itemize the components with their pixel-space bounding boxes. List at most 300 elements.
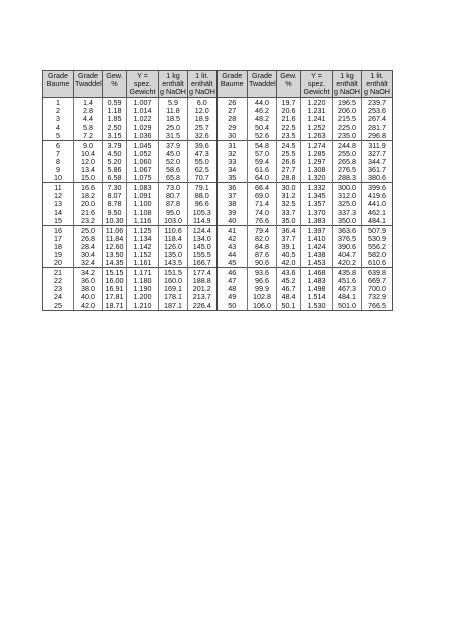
table-cell-per-liter-naoh: 462.1 xyxy=(362,209,393,217)
table-cell-spez-gewicht: 1.453 xyxy=(301,259,333,268)
header-line: enthält xyxy=(336,79,358,89)
table-cell-per-kg-naoh: 178.1 xyxy=(159,293,188,301)
table-cell-spez-gewicht: 1.308 xyxy=(301,166,333,174)
table-cell-grade-baume: 20 xyxy=(43,259,74,268)
table-cell-grade-baume: 48 xyxy=(217,285,248,293)
table-cell-per-kg-naoh: 484.1 xyxy=(333,293,362,301)
table-row xyxy=(43,293,393,301)
table-cell-grade-twaddel: 9.0 xyxy=(74,140,103,150)
table-cell-grade-twaddel: 66.4 xyxy=(248,183,277,193)
table-cell-gew-percent: 8.78 xyxy=(103,200,127,208)
table-row xyxy=(43,107,393,115)
table-cell-spez-gewicht: 1.498 xyxy=(301,285,333,293)
table-cell-grade-baume: 42 xyxy=(217,235,248,243)
table-row xyxy=(43,302,393,311)
table-cell-per-kg-naoh: 110.6 xyxy=(159,225,188,235)
table-cell-grade-twaddel: 15.0 xyxy=(74,174,103,183)
table-cell-gew-percent: 22.5 xyxy=(277,124,301,132)
table-cell-per-kg-naoh: 363.6 xyxy=(333,225,362,235)
table-cell-per-kg-naoh: 80.7 xyxy=(159,192,188,200)
conversion-table-page xyxy=(42,70,392,311)
table-cell-grade-baume: 39 xyxy=(217,209,248,217)
table-cell-per-liter-naoh: 88.0 xyxy=(188,192,217,200)
table-cell-per-kg-naoh: 169.1 xyxy=(159,285,188,293)
table-cell-per-liter-naoh: 399.6 xyxy=(362,183,393,193)
table-cell-grade-twaddel: 79.4 xyxy=(248,225,277,235)
table-cell-per-liter-naoh: 639.8 xyxy=(362,268,393,278)
table-cell-per-kg-naoh: 143.5 xyxy=(159,259,188,268)
table-cell-grade-baume: 6 xyxy=(43,140,74,150)
header-line: Twaddel xyxy=(249,79,276,89)
table-cell-spez-gewicht: 1.231 xyxy=(301,107,333,115)
table-cell-per-kg-naoh: 103.0 xyxy=(159,217,188,226)
table-cell-per-kg-naoh: 337.3 xyxy=(333,209,362,217)
table-cell-per-liter-naoh: 507.9 xyxy=(362,225,393,235)
table-cell-grade-twaddel: 102.8 xyxy=(248,293,277,301)
table-cell-per-kg-naoh: 300.0 xyxy=(333,183,362,193)
table-cell-per-liter-naoh: 145.0 xyxy=(188,243,217,251)
table-cell-per-liter-naoh: 201.2 xyxy=(188,285,217,293)
table-cell-per-liter-naoh: 79.1 xyxy=(188,183,217,193)
header-grade-baume-left xyxy=(43,71,74,98)
table-cell-per-liter-naoh: 134.0 xyxy=(188,235,217,243)
table-cell-gew-percent: 40.5 xyxy=(277,251,301,259)
table-cell-gew-percent: 26.6 xyxy=(277,158,301,166)
table-cell-grade-baume: 5 xyxy=(43,132,74,141)
table-cell-grade-baume: 21 xyxy=(43,268,74,278)
table-cell-per-kg-naoh: 288.3 xyxy=(333,174,362,183)
table-cell-grade-twaddel: 30.4 xyxy=(74,251,103,259)
table-cell-per-kg-naoh: 206.0 xyxy=(333,107,362,115)
table-cell-spez-gewicht: 1.263 xyxy=(301,132,333,141)
table-cell-gew-percent: 15.15 xyxy=(103,268,127,278)
table-cell-gew-percent: 23.5 xyxy=(277,132,301,141)
table-cell-grade-baume: 12 xyxy=(43,192,74,200)
table-cell-spez-gewicht: 1.142 xyxy=(127,243,159,251)
header-line: Baume xyxy=(220,79,244,89)
table-row xyxy=(43,98,393,108)
table-cell-per-kg-naoh: 215.5 xyxy=(333,115,362,123)
table-cell-per-kg-naoh: 350.0 xyxy=(333,217,362,226)
table-cell-grade-baume: 46 xyxy=(217,268,248,278)
table-cell-spez-gewicht: 1.383 xyxy=(301,217,333,226)
table-cell-grade-baume: 32 xyxy=(217,150,248,158)
table-cell-gew-percent: 43.6 xyxy=(277,268,301,278)
table-cell-grade-baume: 43 xyxy=(217,243,248,251)
table-cell-per-liter-naoh: 441.0 xyxy=(362,200,393,208)
table-cell-per-liter-naoh: 124.4 xyxy=(188,225,217,235)
table-cell-grade-baume: 36 xyxy=(217,183,248,193)
table-cell-per-liter-naoh: 732.9 xyxy=(362,293,393,301)
table-cell-grade-baume: 1 xyxy=(43,98,74,108)
table-cell-grade-baume: 49 xyxy=(217,293,248,301)
table-cell-spez-gewicht: 1.091 xyxy=(127,192,159,200)
table-cell-per-liter-naoh: 105.3 xyxy=(188,209,217,217)
table-cell-grade-twaddel: 69.0 xyxy=(248,192,277,200)
table-cell-grade-twaddel: 71.4 xyxy=(248,200,277,208)
table-cell-per-liter-naoh: 70.7 xyxy=(188,174,217,183)
header-line: Gewicht xyxy=(303,87,330,97)
table-cell-grade-twaddel: 93.6 xyxy=(248,268,277,278)
table-cell-grade-twaddel: 12.0 xyxy=(74,158,103,166)
table-cell-per-kg-naoh: 11.8 xyxy=(159,107,188,115)
table-row xyxy=(43,259,393,268)
header-line: enthält xyxy=(366,79,388,89)
table-cell-per-liter-naoh: 530.9 xyxy=(362,235,393,243)
table-cell-per-liter-naoh: 380.6 xyxy=(362,174,393,183)
table-cell-spez-gewicht: 1.029 xyxy=(127,124,159,132)
table-cell-spez-gewicht: 1.332 xyxy=(301,183,333,193)
table-cell-per-kg-naoh: 18.5 xyxy=(159,115,188,123)
table-cell-per-kg-naoh: 235.0 xyxy=(333,132,362,141)
table-cell-grade-twaddel: 32.4 xyxy=(74,259,103,268)
table-cell-gew-percent: 16.00 xyxy=(103,277,127,285)
table-cell-per-liter-naoh: 669.7 xyxy=(362,277,393,285)
table-cell-grade-twaddel: 57.0 xyxy=(248,150,277,158)
table-cell-spez-gewicht: 1.357 xyxy=(301,200,333,208)
table-cell-gew-percent: 14.35 xyxy=(103,259,127,268)
table-cell-per-kg-naoh: 37.9 xyxy=(159,140,188,150)
table-cell-gew-percent: 1.18 xyxy=(103,107,127,115)
table-cell-gew-percent: 16.91 xyxy=(103,285,127,293)
table-cell-per-liter-naoh: 96.6 xyxy=(188,200,217,208)
table-cell-per-kg-naoh: 52.0 xyxy=(159,158,188,166)
header-line: g NaOH xyxy=(364,87,390,97)
table-cell-grade-twaddel: 5.8 xyxy=(74,124,103,132)
table-cell-gew-percent: 6.58 xyxy=(103,174,127,183)
table-cell-grade-twaddel: 42.0 xyxy=(74,302,103,311)
table-cell-gew-percent: 7.30 xyxy=(103,183,127,193)
table-cell-gew-percent: 30.0 xyxy=(277,183,301,193)
table-cell-gew-percent: 46.7 xyxy=(277,285,301,293)
table-cell-grade-twaddel: 106.0 xyxy=(248,302,277,311)
table-cell-grade-baume: 24 xyxy=(43,293,74,301)
table-cell-per-liter-naoh: 296.8 xyxy=(362,132,393,141)
header-line: spez. xyxy=(133,79,152,89)
header-per-liter-naoh-right xyxy=(362,71,393,98)
header-line: 1 kg xyxy=(340,71,354,80)
table-row xyxy=(43,217,393,226)
header-line: Grade xyxy=(222,71,243,80)
table-cell-spez-gewicht: 1.210 xyxy=(127,302,159,311)
table-cell-grade-twaddel: 38.0 xyxy=(74,285,103,293)
table-cell-grade-baume: 47 xyxy=(217,277,248,285)
table-cell-grade-baume: 35 xyxy=(217,174,248,183)
table-cell-per-kg-naoh: 376.5 xyxy=(333,235,362,243)
header-line: Gewicht xyxy=(129,87,156,97)
table-cell-per-liter-naoh: 556.2 xyxy=(362,243,393,251)
table-cell-per-kg-naoh: 435.8 xyxy=(333,268,362,278)
table-cell-per-liter-naoh: 361.7 xyxy=(362,166,393,174)
table-row xyxy=(43,150,393,158)
table-cell-grade-baume: 13 xyxy=(43,200,74,208)
table-cell-gew-percent: 4.50 xyxy=(103,150,127,158)
table-cell-grade-baume: 28 xyxy=(217,115,248,123)
table-cell-spez-gewicht: 1.320 xyxy=(301,174,333,183)
table-cell-grade-twaddel: 50.4 xyxy=(248,124,277,132)
table-cell-grade-twaddel: 59.4 xyxy=(248,158,277,166)
table-cell-grade-twaddel: 99.9 xyxy=(248,285,277,293)
header-grade-twaddel-left xyxy=(74,71,103,98)
table-cell-grade-baume: 16 xyxy=(43,225,74,235)
header-line: 1 lit. xyxy=(195,71,209,80)
table-cell-per-kg-naoh: 244.8 xyxy=(333,140,362,150)
table-cell-grade-twaddel: 4.4 xyxy=(74,115,103,123)
table-cell-per-kg-naoh: 160.0 xyxy=(159,277,188,285)
table-cell-gew-percent: 42.0 xyxy=(277,259,301,268)
table-cell-gew-percent: 33.7 xyxy=(277,209,301,217)
table-cell-gew-percent: 10.30 xyxy=(103,217,127,226)
table-cell-spez-gewicht: 1.190 xyxy=(127,285,159,293)
table-cell-per-kg-naoh: 31.5 xyxy=(159,132,188,141)
table-cell-per-kg-naoh: 87.8 xyxy=(159,200,188,208)
table-cell-gew-percent: 24.5 xyxy=(277,140,301,150)
table-cell-spez-gewicht: 1.252 xyxy=(301,124,333,132)
table-cell-spez-gewicht: 1.108 xyxy=(127,209,159,217)
table-cell-gew-percent: 18.71 xyxy=(103,302,127,311)
table-cell-grade-twaddel: 18.2 xyxy=(74,192,103,200)
table-cell-per-liter-naoh: 582.0 xyxy=(362,251,393,259)
table-cell-grade-twaddel: 23.2 xyxy=(74,217,103,226)
header-line: g NaOH xyxy=(189,87,215,97)
table-cell-spez-gewicht: 1.014 xyxy=(127,107,159,115)
table-cell-spez-gewicht: 1.180 xyxy=(127,277,159,285)
table-cell-gew-percent: 28.8 xyxy=(277,174,301,183)
table-body xyxy=(43,98,393,310)
header-line: spez. xyxy=(307,79,326,89)
table-row xyxy=(43,115,393,123)
table-cell-grade-baume: 31 xyxy=(217,140,248,150)
table-row xyxy=(43,285,393,293)
table-row xyxy=(43,124,393,132)
table-cell-per-liter-naoh: 226.4 xyxy=(188,302,217,311)
table-cell-grade-twaddel: 44.0 xyxy=(248,98,277,108)
table-cell-spez-gewicht: 1.514 xyxy=(301,293,333,301)
table-cell-gew-percent: 27.7 xyxy=(277,166,301,174)
table-cell-per-liter-naoh: 39.6 xyxy=(188,140,217,150)
table-cell-grade-baume: 7 xyxy=(43,150,74,158)
table-cell-per-liter-naoh: 188.8 xyxy=(188,277,217,285)
table-cell-per-liter-naoh: 155.5 xyxy=(188,251,217,259)
table-cell-spez-gewicht: 1.134 xyxy=(127,235,159,243)
table-cell-grade-twaddel: 26.8 xyxy=(74,235,103,243)
header-line: Baume xyxy=(46,79,70,89)
table-cell-spez-gewicht: 1.022 xyxy=(127,115,159,123)
table-cell-grade-baume: 40 xyxy=(217,217,248,226)
table-cell-spez-gewicht: 1.067 xyxy=(127,166,159,174)
table-cell-grade-baume: 17 xyxy=(43,235,74,243)
table-cell-spez-gewicht: 1.438 xyxy=(301,251,333,259)
table-cell-per-liter-naoh: 253.6 xyxy=(362,107,393,115)
table-cell-per-kg-naoh: 255.0 xyxy=(333,150,362,158)
table-cell-per-kg-naoh: 451.6 xyxy=(333,277,362,285)
table-cell-per-kg-naoh: 312.0 xyxy=(333,192,362,200)
table-cell-spez-gewicht: 1.241 xyxy=(301,115,333,123)
table-cell-spez-gewicht: 1.200 xyxy=(127,293,159,301)
table-row xyxy=(43,132,393,141)
table-cell-per-kg-naoh: 126.0 xyxy=(159,243,188,251)
table-cell-grade-twaddel: 20.0 xyxy=(74,200,103,208)
header-gew-percent-left xyxy=(103,71,127,98)
table-cell-per-kg-naoh: 45.0 xyxy=(159,150,188,158)
header-grade-twaddel-right xyxy=(248,71,277,98)
table-cell-grade-baume: 41 xyxy=(217,225,248,235)
table-cell-grade-baume: 37 xyxy=(217,192,248,200)
table-cell-per-kg-naoh: 73.0 xyxy=(159,183,188,193)
table-cell-gew-percent: 13.50 xyxy=(103,251,127,259)
header-line: Twaddel xyxy=(75,79,102,89)
table-cell-grade-twaddel: 74.0 xyxy=(248,209,277,217)
table-cell-per-liter-naoh: 114.9 xyxy=(188,217,217,226)
table-cell-grade-baume: 26 xyxy=(217,98,248,108)
table-cell-gew-percent: 36.4 xyxy=(277,225,301,235)
header-line: g NaOH xyxy=(160,87,186,97)
table-cell-grade-baume: 45 xyxy=(217,259,248,268)
table-cell-grade-twaddel: 46.2 xyxy=(248,107,277,115)
table-cell-grade-baume: 23 xyxy=(43,285,74,293)
header-line: Grade xyxy=(252,71,272,80)
table-cell-per-kg-naoh: 390.6 xyxy=(333,243,362,251)
table-cell-gew-percent: 20.6 xyxy=(277,107,301,115)
table-cell-gew-percent: 37.7 xyxy=(277,235,301,243)
table-cell-grade-twaddel: 25.0 xyxy=(74,225,103,235)
table-cell-spez-gewicht: 1.483 xyxy=(301,277,333,285)
table-cell-per-kg-naoh: 135.0 xyxy=(159,251,188,259)
table-cell-gew-percent: 39.1 xyxy=(277,243,301,251)
table-cell-spez-gewicht: 1.100 xyxy=(127,200,159,208)
table-row xyxy=(43,192,393,200)
table-cell-per-liter-naoh: 12.0 xyxy=(188,107,217,115)
table-cell-per-kg-naoh: 501.0 xyxy=(333,302,362,311)
table-cell-per-liter-naoh: 267.4 xyxy=(362,115,393,123)
table-cell-grade-twaddel: 48.2 xyxy=(248,115,277,123)
table-cell-spez-gewicht: 1.036 xyxy=(127,132,159,141)
table-cell-grade-baume: 34 xyxy=(217,166,248,174)
table-cell-per-liter-naoh: 610.6 xyxy=(362,259,393,268)
table-cell-spez-gewicht: 1.285 xyxy=(301,150,333,158)
table-cell-spez-gewicht: 1.397 xyxy=(301,225,333,235)
table-cell-per-kg-naoh: 65.8 xyxy=(159,174,188,183)
table-cell-per-liter-naoh: 25.7 xyxy=(188,124,217,132)
table-cell-spez-gewicht: 1.075 xyxy=(127,174,159,183)
table-cell-spez-gewicht: 1.345 xyxy=(301,192,333,200)
table-cell-grade-twaddel: 40.0 xyxy=(74,293,103,301)
table-cell-grade-baume: 4 xyxy=(43,124,74,132)
table-cell-gew-percent: 2.50 xyxy=(103,124,127,132)
header-line: Grade xyxy=(78,71,98,80)
header-line: 1 kg xyxy=(166,71,180,80)
table-cell-per-kg-naoh: 265.8 xyxy=(333,158,362,166)
table-cell-grade-twaddel: 1.4 xyxy=(74,98,103,108)
table-cell-per-liter-naoh: 239.7 xyxy=(362,98,393,108)
table-cell-gew-percent: 9.50 xyxy=(103,209,127,217)
table-cell-gew-percent: 35.0 xyxy=(277,217,301,226)
table-cell-per-kg-naoh: 225.0 xyxy=(333,124,362,132)
table-cell-spez-gewicht: 1.045 xyxy=(127,140,159,150)
table-cell-grade-twaddel: 90.6 xyxy=(248,259,277,268)
table-cell-spez-gewicht: 1.125 xyxy=(127,225,159,235)
table-row xyxy=(43,277,393,285)
table-cell-spez-gewicht: 1.468 xyxy=(301,268,333,278)
table-cell-grade-baume: 19 xyxy=(43,251,74,259)
table-cell-grade-twaddel: 34.2 xyxy=(74,268,103,278)
table-cell-per-kg-naoh: 325.0 xyxy=(333,200,362,208)
table-cell-per-liter-naoh: 344.7 xyxy=(362,158,393,166)
table-cell-grade-twaddel: 36.0 xyxy=(74,277,103,285)
table-cell-spez-gewicht: 1.116 xyxy=(127,217,159,226)
table-cell-grade-baume: 33 xyxy=(217,158,248,166)
table-cell-grade-twaddel: 61.6 xyxy=(248,166,277,174)
table-cell-grade-baume: 27 xyxy=(217,107,248,115)
table-cell-grade-baume: 30 xyxy=(217,132,248,141)
header-line: enthält xyxy=(162,79,184,89)
table-cell-per-liter-naoh: 32.6 xyxy=(188,132,217,141)
header-line: Y = xyxy=(137,71,148,80)
table-row xyxy=(43,140,393,150)
table-cell-grade-baume: 8 xyxy=(43,158,74,166)
table-cell-grade-twaddel: 7.2 xyxy=(74,132,103,141)
table-cell-grade-baume: 14 xyxy=(43,209,74,217)
table-cell-gew-percent: 11.06 xyxy=(103,225,127,235)
table-cell-per-liter-naoh: 62.5 xyxy=(188,166,217,174)
table-cell-per-kg-naoh: 404.7 xyxy=(333,251,362,259)
table-cell-grade-twaddel: 64.0 xyxy=(248,174,277,183)
table-cell-gew-percent: 21.6 xyxy=(277,115,301,123)
table-cell-spez-gewicht: 1.530 xyxy=(301,302,333,311)
table-cell-grade-baume: 29 xyxy=(217,124,248,132)
header-per-kg-naoh-right xyxy=(333,71,362,98)
header-line: Y = xyxy=(311,71,322,80)
table-cell-per-liter-naoh: 177.4 xyxy=(188,268,217,278)
table-cell-spez-gewicht: 1.370 xyxy=(301,209,333,217)
table-cell-grade-baume: 9 xyxy=(43,166,74,174)
table-cell-per-kg-naoh: 276.5 xyxy=(333,166,362,174)
table-cell-grade-twaddel: 28.4 xyxy=(74,243,103,251)
table-cell-grade-twaddel: 13.4 xyxy=(74,166,103,174)
table-cell-grade-baume: 44 xyxy=(217,251,248,259)
table-cell-per-liter-naoh: 419.6 xyxy=(362,192,393,200)
table-cell-spez-gewicht: 1.220 xyxy=(301,98,333,108)
table-cell-spez-gewicht: 1.424 xyxy=(301,243,333,251)
table-cell-grade-twaddel: 96.6 xyxy=(248,277,277,285)
table-cell-gew-percent: 50.1 xyxy=(277,302,301,311)
table-cell-per-kg-naoh: 420.2 xyxy=(333,259,362,268)
table-cell-grade-baume: 15 xyxy=(43,217,74,226)
table-cell-gew-percent: 5.86 xyxy=(103,166,127,174)
table-cell-gew-percent: 3.15 xyxy=(103,132,127,141)
table-row xyxy=(43,268,393,278)
table-cell-per-liter-naoh: 327.7 xyxy=(362,150,393,158)
header-line: % xyxy=(111,79,118,89)
table-cell-grade-twaddel: 52.6 xyxy=(248,132,277,141)
table-cell-grade-baume: 38 xyxy=(217,200,248,208)
table-row xyxy=(43,200,393,208)
table-cell-spez-gewicht: 1.152 xyxy=(127,251,159,259)
header-spez-gewicht-left xyxy=(127,71,159,98)
header-line: % xyxy=(285,79,292,89)
table-row xyxy=(43,183,393,193)
table-cell-gew-percent: 32.5 xyxy=(277,200,301,208)
table-cell-grade-twaddel: 84.8 xyxy=(248,243,277,251)
table-cell-grade-baume: 50 xyxy=(217,302,248,311)
table-cell-grade-twaddel: 76.6 xyxy=(248,217,277,226)
header-line: Grade xyxy=(48,71,68,80)
header-spez-gewicht-right xyxy=(301,71,333,98)
table-cell-grade-twaddel: 54.8 xyxy=(248,140,277,150)
table-cell-gew-percent: 0.59 xyxy=(103,98,127,108)
table-cell-per-liter-naoh: 6.0 xyxy=(188,98,217,108)
table-cell-spez-gewicht: 1.161 xyxy=(127,259,159,268)
